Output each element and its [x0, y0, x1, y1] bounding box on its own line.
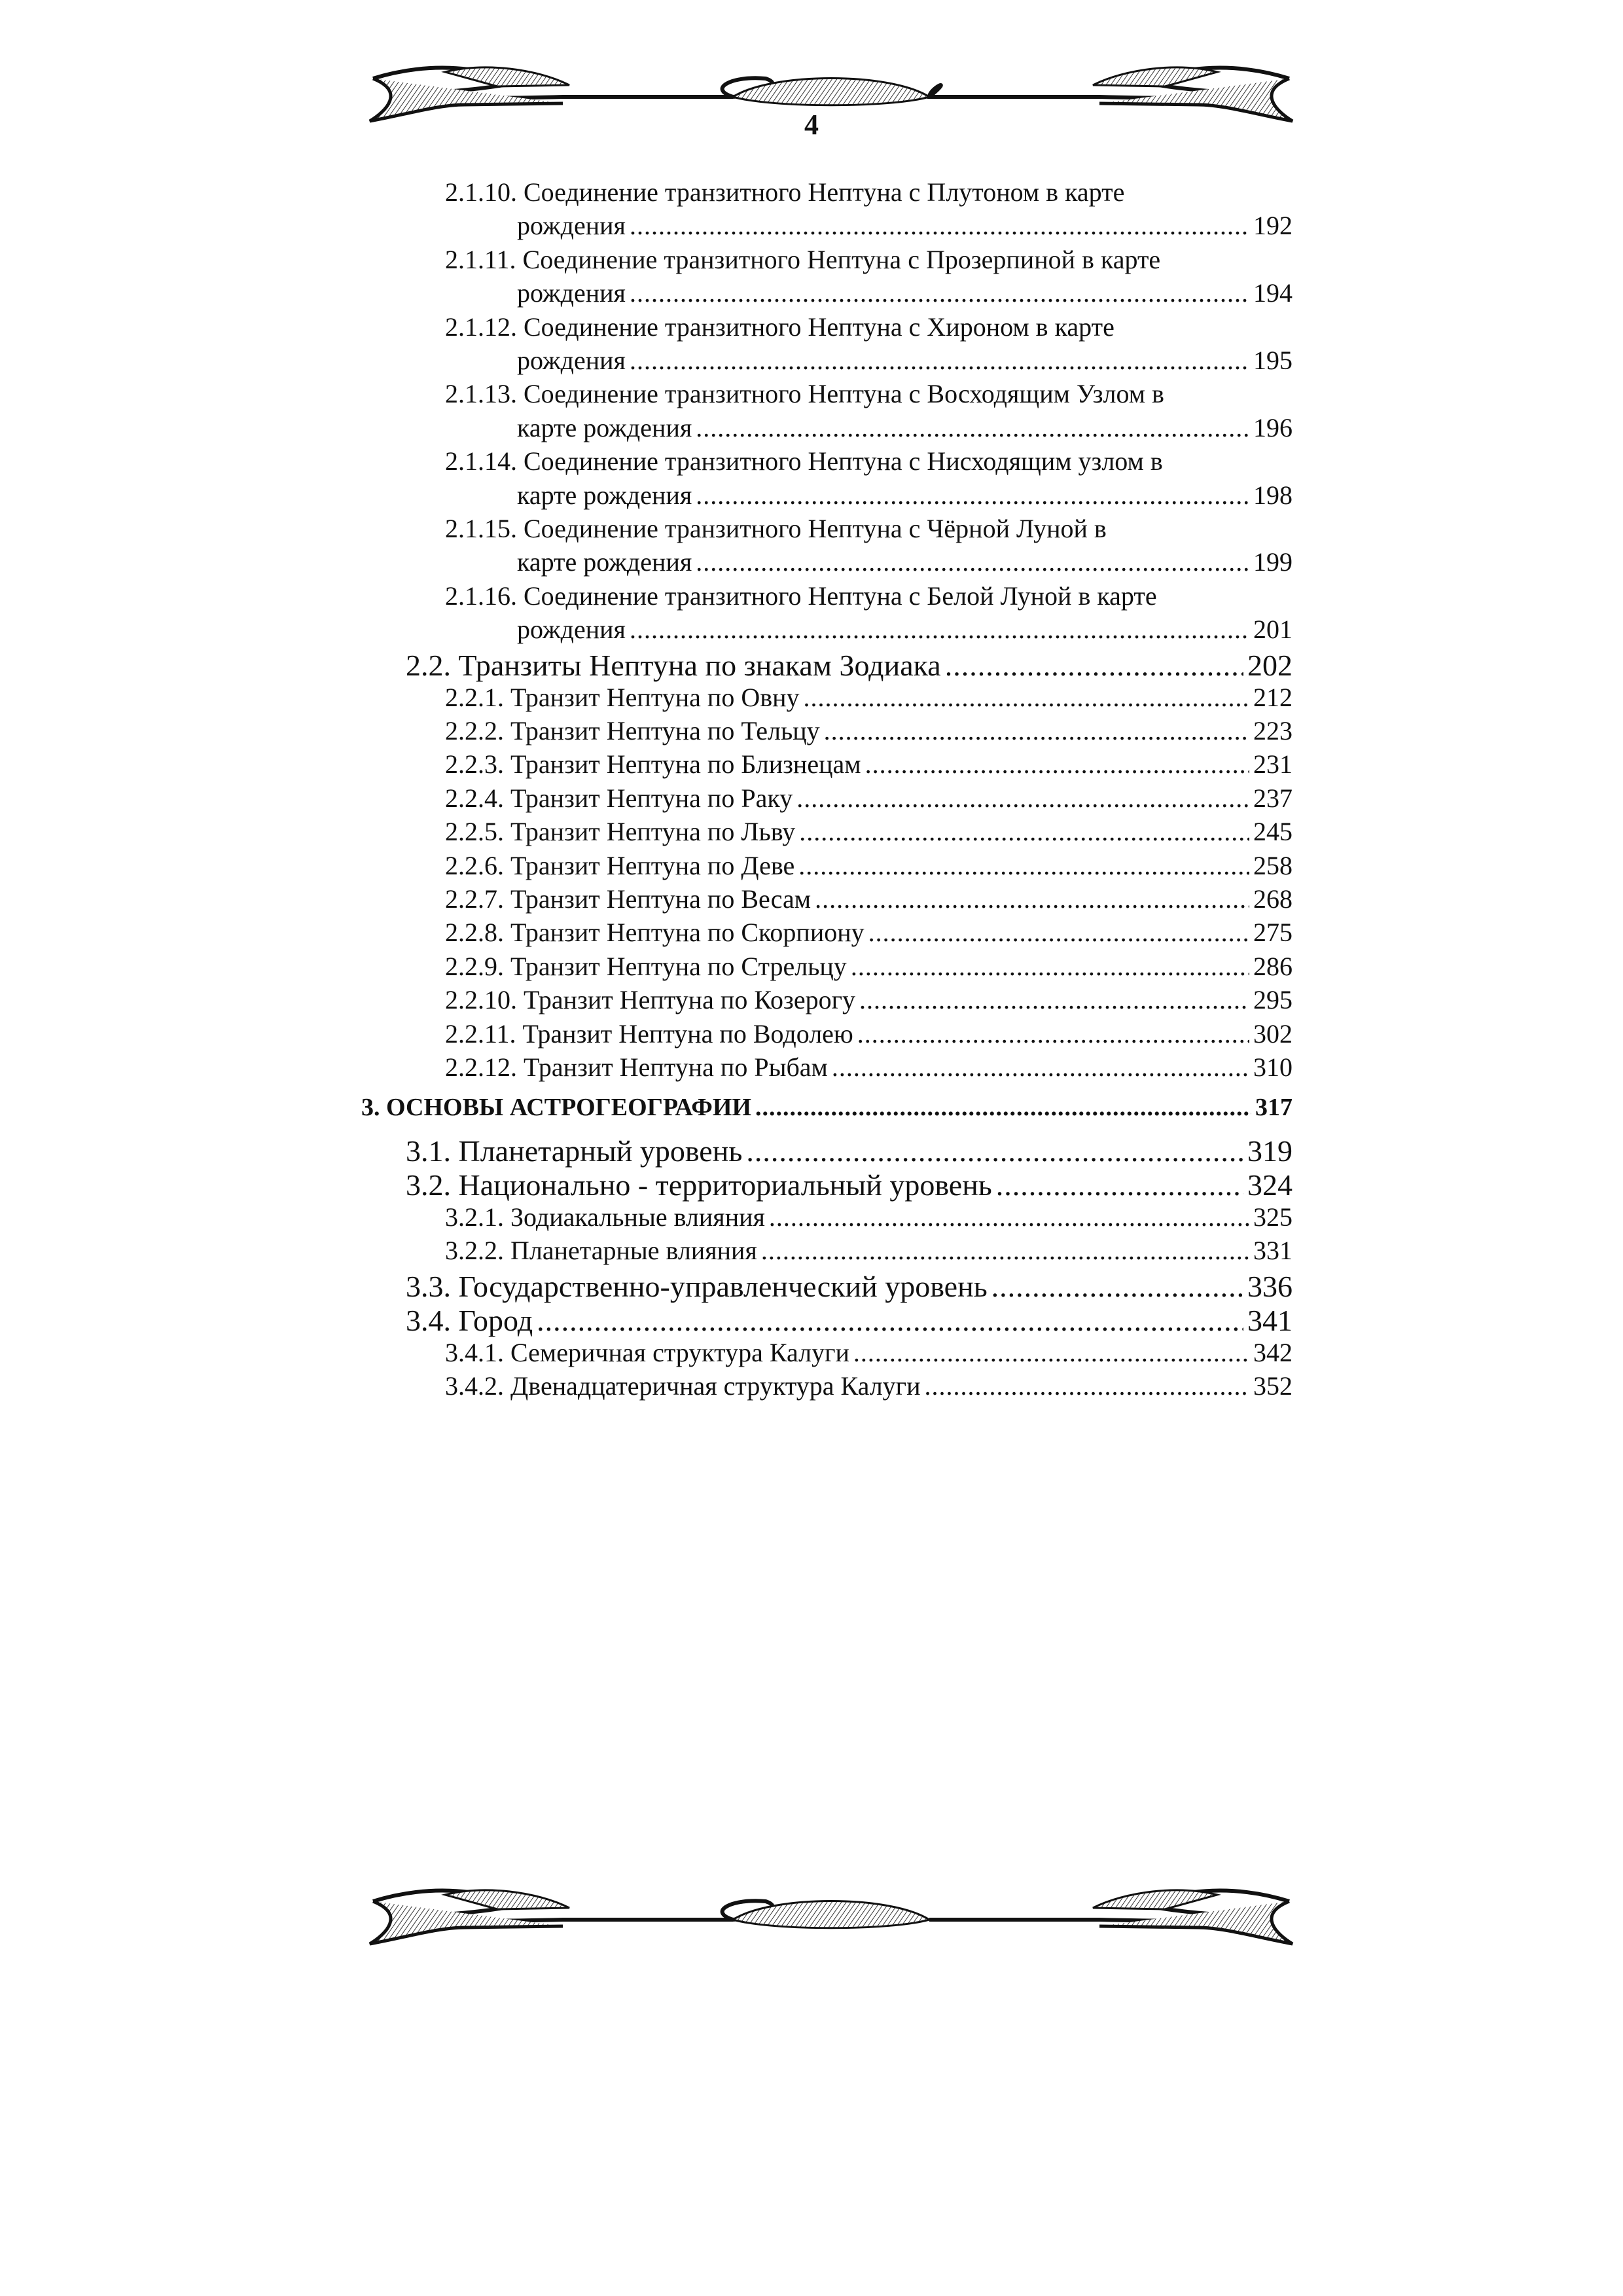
page-number: 4 [804, 109, 819, 141]
toc-entry[interactable] [445, 884, 1293, 914]
toc-entry[interactable] [406, 1168, 1293, 1202]
toc-leader-dots [769, 1202, 1249, 1232]
toc-entry-label: 2.2.4. Транзит Нептуна по Раку [445, 783, 793, 813]
toc-page-number: 310 [1253, 1052, 1293, 1082]
toc-page-number: 237 [1253, 783, 1293, 813]
toc-leader-dots [824, 715, 1249, 746]
toc-leader-dots [630, 614, 1249, 645]
toc-page-number: 192 [1253, 211, 1293, 241]
toc-entry[interactable] [445, 1052, 1293, 1083]
toc-page-number: 212 [1253, 682, 1293, 712]
toc-entry-label: 3.2.2. Планетарные влияния [445, 1236, 757, 1266]
toc-page-number: 223 [1253, 716, 1293, 745]
toc-entry-label: 2.2.3. Транзит Нептуна по Близнецам [445, 749, 861, 780]
toc-entry-label: 3.3. Государственно-управленческий уровень [406, 1269, 988, 1303]
toc-entry-label: карте рождения [517, 547, 692, 577]
toc-entry-label: 3.2.1. Зодиакальные влияния [445, 1202, 765, 1232]
toc-leader-dots [991, 1269, 1243, 1304]
toc-entry-label: 2.2.9. Транзит Нептуна по Стрельцу [445, 951, 847, 981]
toc-page-number: 302 [1253, 1018, 1293, 1049]
toc-leader-dots [798, 850, 1249, 881]
toc-entry-label: 3.4. Город [406, 1303, 533, 1337]
toc-entry-label: 2.2.7. Транзит Нептуна по Весам [445, 884, 812, 914]
toc-entry-label: 2.2.8. Транзит Нептуна по Скорпиону [445, 918, 865, 948]
toc-entry[interactable] [445, 984, 1293, 1015]
toc-leader-dots [761, 1235, 1249, 1266]
toc-entry[interactable] [445, 1202, 1293, 1232]
toc-entry[interactable] [406, 1269, 1293, 1304]
toc-entry[interactable] [445, 682, 1293, 713]
toc-entry[interactable] [445, 917, 1293, 948]
toc-entry-label: 3.2. Национально - территориальный уровень [406, 1168, 992, 1202]
toc-entry[interactable] [517, 547, 1293, 577]
toc-entry[interactable] [517, 480, 1293, 511]
toc-page-number: 245 [1253, 817, 1293, 847]
toc-leader-dots [945, 648, 1243, 683]
toc-page-number: 336 [1247, 1269, 1293, 1303]
toc-entry[interactable] [445, 1235, 1293, 1266]
toc-page-number: 317 [1255, 1094, 1293, 1122]
toc-entry-title: 2.1.12. Соединение транзитного Нептуна с Хироном в карте [445, 312, 1115, 342]
toc-page-number: 202 [1247, 648, 1293, 682]
toc-entry-label: рождения [517, 346, 626, 375]
toc-entry-label: рождения [517, 615, 626, 645]
toc-entry[interactable] [445, 749, 1293, 780]
toc-leader-dots [746, 1134, 1243, 1168]
toc-leader-dots [996, 1168, 1243, 1202]
toc-page-number: 195 [1253, 346, 1293, 375]
toc-entry[interactable] [406, 1134, 1293, 1168]
toc-entry-label: 3.4.2. Двенадцатеричная структура Калуги [445, 1371, 921, 1401]
toc-leader-dots [696, 412, 1249, 443]
toc-leader-dots [630, 210, 1249, 241]
toc-entry[interactable] [406, 648, 1293, 683]
toc-entry[interactable] [517, 278, 1293, 308]
toc-leader-dots [868, 917, 1249, 948]
toc-entry[interactable] [445, 951, 1293, 982]
toc-entry[interactable] [517, 614, 1293, 645]
toc-entry-label: 3.1. Планетарный уровень [406, 1134, 743, 1168]
toc-page-number: 198 [1253, 480, 1293, 510]
toc-leader-dots [832, 1052, 1249, 1083]
toc-leader-dots [796, 783, 1249, 814]
toc-entry-label: 2.2.11. Транзит Нептуна по Водолею [445, 1018, 853, 1049]
toc-page-number: 201 [1253, 615, 1293, 645]
toc-leader-dots [865, 749, 1249, 780]
toc-entry[interactable] [406, 1303, 1293, 1338]
toc-entry[interactable] [517, 210, 1293, 241]
toc-page-number: 319 [1247, 1134, 1293, 1168]
toc-page-number: 275 [1253, 918, 1293, 948]
toc-entry-label: 2.2. Транзиты Нептуна по знакам Зодиака [406, 648, 941, 682]
bottom-ornament [366, 1882, 1296, 1954]
toc-leader-dots [815, 884, 1249, 914]
toc-entry-label: карте рождения [517, 412, 692, 442]
toc-entry-label: карте рождения [517, 480, 692, 510]
toc-entry-title: 2.1.15. Соединение транзитного Нептуна с Чёрной Луной в [445, 514, 1107, 543]
toc-page-number: 342 [1253, 1337, 1293, 1367]
toc-entry-title: 2.1.16. Соединение транзитного Нептуна с Белой Луной в карте [445, 581, 1157, 611]
toc-entry-label: 2.2.2. Транзит Нептуна по Тельцу [445, 716, 820, 745]
toc-page-number: 324 [1247, 1168, 1293, 1202]
toc-entry-label: 3. ОСНОВЫ АСТРОГЕОГРАФИИ [361, 1094, 752, 1122]
toc-entry[interactable] [445, 1018, 1293, 1049]
toc-page-number: 331 [1253, 1236, 1293, 1266]
toc-entry-label: 3.4.1. Семеричная структура Калуги [445, 1337, 849, 1367]
toc-leader-dots [630, 278, 1249, 308]
toc-leader-dots [755, 1093, 1251, 1122]
toc-entry[interactable] [445, 1371, 1293, 1401]
toc-page-number: 196 [1253, 412, 1293, 442]
toc-entry[interactable] [445, 715, 1293, 746]
toc-leader-dots [857, 1018, 1249, 1049]
toc-page-number: 194 [1253, 278, 1293, 308]
toc-entry-label: рождения [517, 278, 626, 308]
toc-entry[interactable] [445, 850, 1293, 881]
toc-entry[interactable] [445, 816, 1293, 847]
toc-leader-dots [924, 1371, 1249, 1401]
toc-entry-label: 2.2.10. Транзит Нептуна по Козерогу [445, 985, 855, 1015]
toc-entry-title: 2.1.11. Соединение транзитного Нептуна с Прозерпиной в карте [445, 244, 1161, 274]
toc-leader-dots [799, 816, 1249, 847]
toc-page-number: 325 [1253, 1202, 1293, 1232]
toc-leader-dots [853, 1337, 1249, 1368]
toc-entry[interactable] [445, 783, 1293, 814]
toc-entry-title: 2.1.14. Соединение транзитного Нептуна с Нисходящим узлом в [445, 446, 1163, 476]
toc-leader-dots [804, 682, 1249, 713]
toc-entry-title: 2.1.13. Соединение транзитного Нептуна с Восходящим Узлом в [445, 379, 1164, 409]
toc-entry-label: 2.2.12. Транзит Нептуна по Рыбам [445, 1052, 828, 1082]
toc-leader-dots [859, 984, 1249, 1015]
toc-leader-dots [696, 547, 1249, 577]
toc-page-number: 286 [1253, 951, 1293, 981]
toc-leader-dots [630, 345, 1249, 376]
toc-leader-dots [537, 1303, 1243, 1338]
toc-entry[interactable] [517, 345, 1293, 376]
toc-chapter-entry[interactable] [361, 1093, 1293, 1122]
toc-page-number: 231 [1253, 749, 1293, 780]
toc-page-number: 341 [1247, 1303, 1293, 1337]
toc-page-number: 199 [1253, 547, 1293, 577]
toc-leader-dots [851, 951, 1249, 982]
toc-page-number: 295 [1253, 985, 1293, 1015]
toc-entry-label: рождения [517, 211, 626, 241]
toc-entry[interactable] [445, 1337, 1293, 1368]
toc-entry-label: 2.2.5. Транзит Нептуна по Льву [445, 817, 796, 847]
toc-entry[interactable] [517, 412, 1293, 443]
toc-entry-label: 2.2.1. Транзит Нептуна по Овну [445, 682, 800, 712]
toc-page-number: 258 [1253, 850, 1293, 880]
toc-entry-label: 2.2.6. Транзит Нептуна по Деве [445, 850, 795, 880]
toc-leader-dots [696, 480, 1249, 511]
toc-entry-title: 2.1.10. Соединение транзитного Нептуна с Плутоном в карте [445, 177, 1125, 207]
toc-page-number: 352 [1253, 1371, 1293, 1401]
toc-page-number: 268 [1253, 884, 1293, 914]
